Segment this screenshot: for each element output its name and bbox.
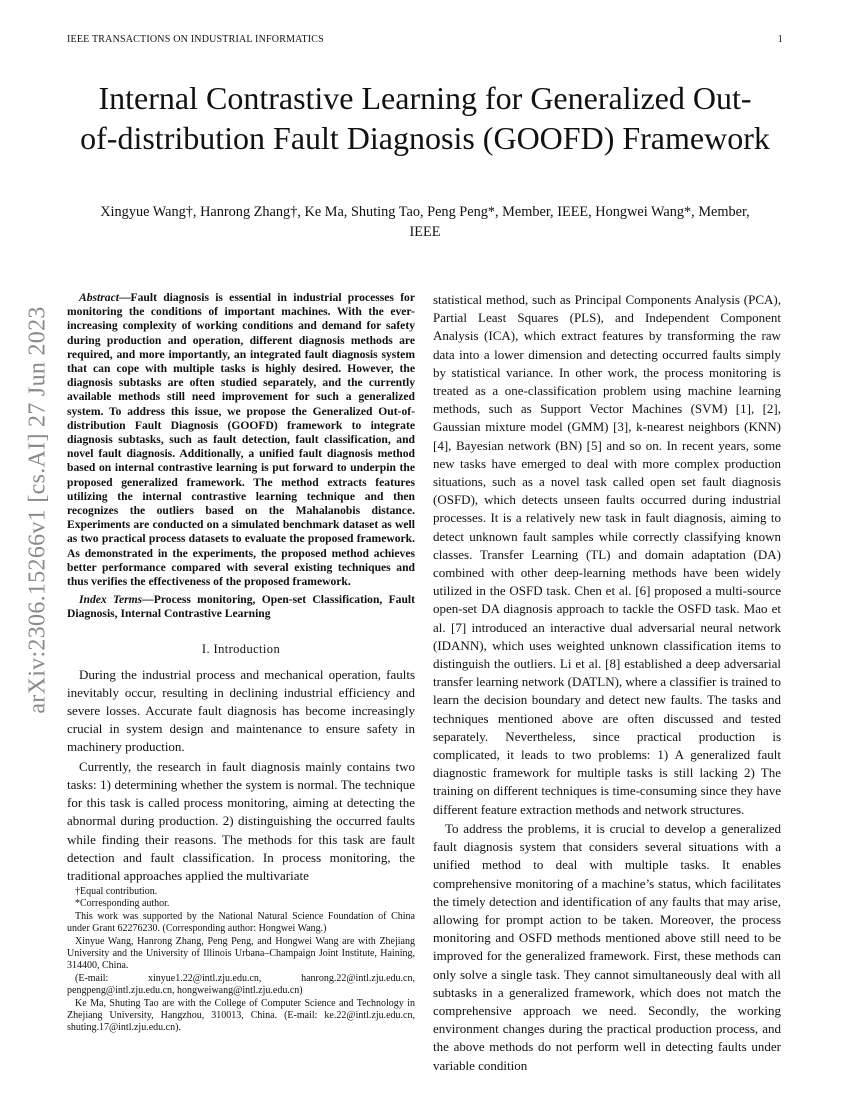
footnotes (67, 886, 415, 1035)
arxiv-sidebar (18, 300, 58, 720)
footnote: Ke Ma, Shuting Tao are with the College of Computer Science and Technology in Zhejiang University, Hangzhou, 310013, China. (E-mail: ke.22@intl.zju.edu.cn, shuting.17@intl.zju.edu.cn). (67, 997, 415, 1034)
arxiv-id: arXiv:2306.15266v1 [cs.AI] 27 Jun 2023 (24, 306, 51, 714)
index-terms (67, 593, 415, 621)
paragraph: During the industrial process and mechanical operation, faults inevitably occur, resulting in declining industrial efficiency and severe losses. Accurate fault diagnosis has become increasingly crucial in system design and maintenance to ensure safety in machinery production. (67, 666, 415, 755)
abstract-text: —Fault diagnosis is essential in industrial processes for monitoring the conditions of important machines. With the ever-increasing complexity of working conditions and demand for safety during production and operation, different diagnosis methods are required, and more importantly, an integrated fault diagnosis system that can cope with multiple tasks is highly desired. However, the diagnosis subtasks are often studied separately, and the currently available methods still need improvement for such a generalized system. To address this issue, we propose the Generalized Out-of-distribution Fault Diagnosis (GOOFD) framework to integrate diagnosis subtasks, such as fault detection, fault classification, and novel fault diagnosis. Additionally, a unified fault diagnosis method based on internal contrastive learning is put forward to underpin the proposed generalized framework. The method extracts features utilizing the internal contrastive learning technique and then recognizes the outliers based on the Mahalanobis distance. Experiments are conducted on a simulated benchmark dataset as well as two practical process datasets to evaluate the proposed framework. As demonstrated in the experiments, the proposed method achieves better performance compared with several existing techniques and thus verifies the effectiveness of the proposed framework. (67, 291, 415, 589)
right-column (433, 291, 781, 1075)
abstract (67, 291, 415, 589)
paper-title: Internal Contrastive Learning for Generalized Out-of-distribution Fault Diagnosis (GOOFD) Framework (80, 80, 770, 156)
abstract-label: Abstract (79, 291, 119, 304)
footnote: †Equal contribution. (75, 886, 158, 897)
section-heading: I. Introduction (201, 641, 281, 656)
paragraph: statistical method, such as Principal Components Analysis (PCA), Partial Least Squares (PLS), and Independent Component Analysis (ICA), which extract features by transforming the raw data into a lower dimension and detecting occurred faults simply by statistical variance. In other work, the process monitoring is treated as a one-classification problem using machine learning methods, such as Support Vector Machines (SVM) [1], [2], Gaussian mixture model (GMM) [3], k-nearest neighbors (KNN) [4], Bayesian network (BN) [5] and so on. In recent years, some new tasks have emerged to deal with more complex production situations, such as a novel task called open set fault diagnosis (OSFD), which detects unseen faults occurred during industrial processes. It is a relatively new task in fault diagnosis, aiming to detect unknown fault samples while correctly classifying known classes. Transfer Learning (TL) and domain adaptation (DA) combined with other deep-learning methods have been widely utilized in the OSFD task. Chen et al. [6] proposed a multi-source open-set DA diagnosis approach to tackle the OSFD task. Mao et al. [7] introduced an interactive dual adversarial neural network (IDANN), which uses weighted unknown classification items to distinguish the outliers. Li et al. [8] established a deep adversarial transfer learning network (DATLN), where a classifier is trained to learn the decision boundary and detect new faults. The tasks and techniques mentioned above are often discussed and tested separately. Nevertheless, since practical production is complicated, it leads to two problems: 1) A generalized fault diagnostic framework for multiple tasks is still lacking 2) The training on different techniques is time-consuming since they have different feature extraction methods and network structures. (433, 292, 781, 817)
left-column (67, 291, 415, 885)
index-terms-label: Index Terms (79, 593, 143, 607)
index-terms-text: —Process monitoring, Open-set Classification, Fault Diagnosis, Internal Contrastive Learning (67, 593, 415, 621)
paragraph: Currently, the research in fault diagnosis mainly contains two tasks: 1) determining whether the system is normal. The technique for this task is called process monitoring, aiming at detecting the abnormal during production. 2) distinguishing the occurred faults while finding their reasons. The methods for this task are fault detection and fault classification. In process monitoring, the traditional approaches applied the multivariate (67, 758, 415, 883)
footnote: Xinyue Wang, Hanrong Zhang, Peng Peng, and Hongwei Wang are with Zhejiang University and the University of Illinois Urbana–Champaign Joint Institute, Haining, 314400, China. (67, 935, 415, 972)
footnote: This work was supported by the National Natural Science Foundation of China under Grant 62276230. (Corresponding author: Hongwei Wang.) (67, 910, 415, 935)
footnote: *Corresponding author. (75, 898, 170, 910)
page-number: 1 (777, 34, 783, 45)
journal-name: IEEE TRANSACTIONS ON INDUSTRIAL INFORMATICS (67, 34, 324, 45)
author-list: Xingyue Wang†, Hanrong Zhang†, Ke Ma, Shuting Tao, Peng Peng*, Member, IEEE, Hongwei Wang*, Member, IEEE (100, 204, 750, 240)
footnote: (E-mail: xinyue1.22@intl.zju.edu.cn, hanrong.22@intl.zju.edu.cn, pengpeng@intl.zju.edu.cn, hongweiwang@intl.zju.edu.cn) (67, 972, 415, 997)
paragraph: To address the problems, it is crucial to develop a generalized fault diagnosis system that considers several situations with a unified method to deal with multiple tasks. It enables comprehensive monitoring of a machine’s status, which facilitates the timely detection and identification of any faults that may arise, allowing for prompt action to be taken. Moreover, the process monitoring and OSFD methods mentioned above still need to be improved for the generalized framework. First, these methods can only solve a single task. They cannot simultaneously deal with all subtasks in a generalized framework, which does not match the comprehensive approach we need. Secondly, the working environment changes during the practical production process, and the above methods do not perform well in detecting faults under variable condition (433, 820, 781, 1073)
